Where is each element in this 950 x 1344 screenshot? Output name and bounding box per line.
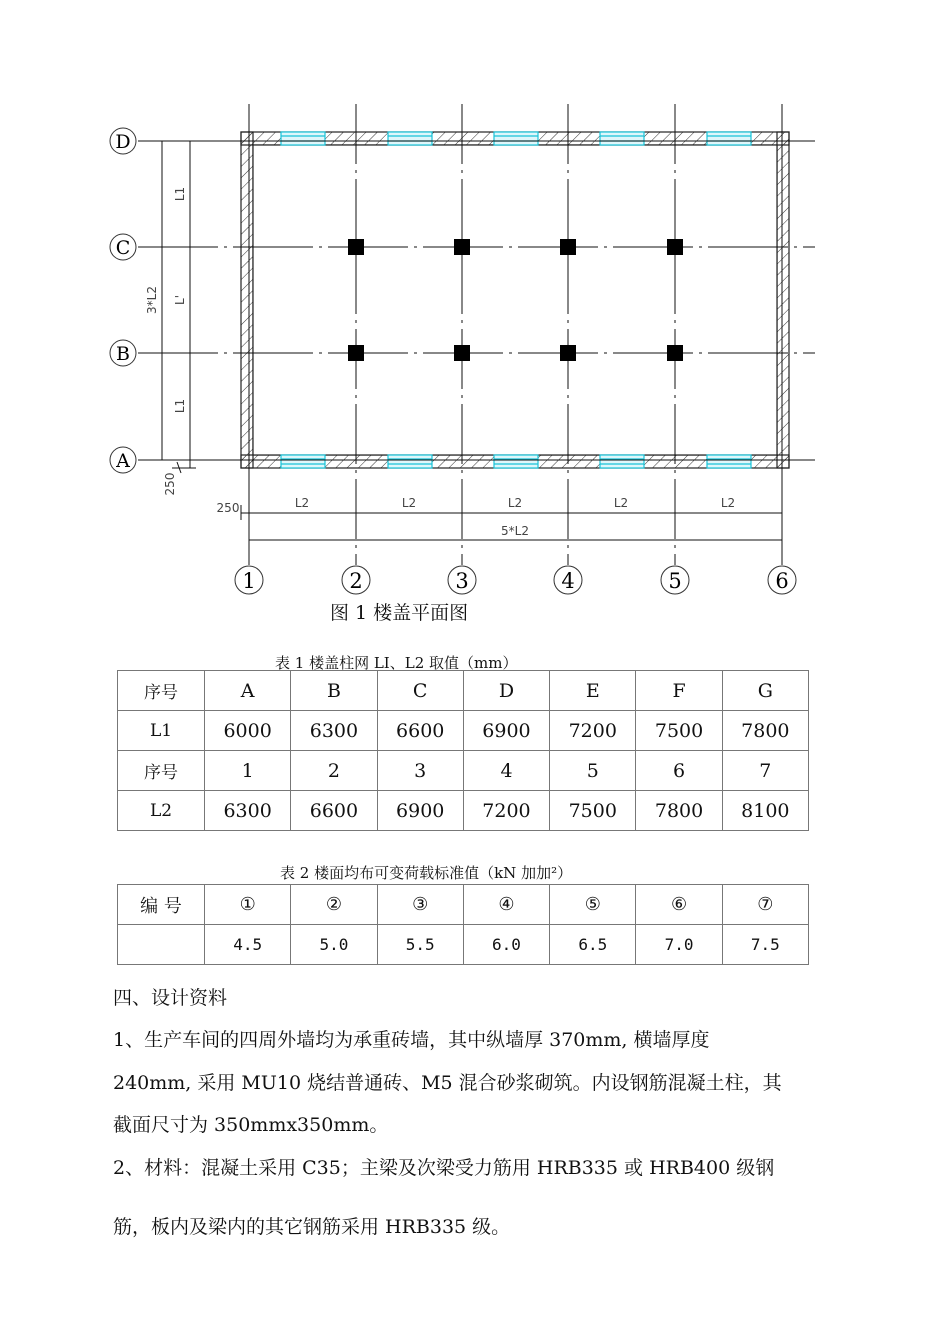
floor-plan-drawing (0, 0, 950, 600)
table2-caption: 表 2 楼面均布可变荷载标准值（kN 加加²） (280, 864, 573, 882)
dim-label-l1-bottom: L1 (173, 398, 187, 414)
dim-label-l2-2: L2 (401, 496, 417, 510)
table-cell: 5 (550, 751, 636, 791)
table-cell: 2 (291, 751, 377, 791)
table-cell: A (205, 671, 291, 711)
table-cell: C (377, 671, 463, 711)
table-cell: G (722, 671, 808, 711)
table-row (118, 925, 809, 965)
table-cell: 序号 (118, 671, 205, 711)
axis-label-5: 5 (668, 569, 682, 593)
table-cell: 6 (636, 751, 722, 791)
paragraph-line: 截面尺寸为 350mmx350mm。 (113, 1114, 389, 1136)
table-cell: 7.0 (636, 925, 722, 965)
load-value-table (117, 884, 809, 965)
table1-caption: 表 1 楼盖柱网 LI、L2 取值（mm） (275, 654, 518, 672)
table-row (118, 885, 809, 925)
table-cell: 7200 (463, 791, 549, 831)
table-cell: 8100 (722, 791, 808, 831)
table-row (118, 711, 809, 751)
dim-label-l2-3: L2 (507, 496, 523, 510)
table-cell: ⑥ (636, 885, 722, 925)
table-cell: 序号 (118, 751, 205, 791)
table-cell: 6300 (291, 711, 377, 751)
axis-label-4: 4 (561, 569, 575, 593)
dim-label-l1-top: L1 (173, 186, 187, 202)
dim-label-l2-1: L2 (294, 496, 310, 510)
table-cell: ⑤ (550, 885, 636, 925)
table-cell: ③ (377, 885, 463, 925)
table-cell: 3 (377, 751, 463, 791)
axis-label-6: 6 (775, 569, 789, 593)
table-cell: 1 (205, 751, 291, 791)
table-cell: F (636, 671, 722, 711)
table-cell: 4.5 (205, 925, 291, 965)
dim-label-l1-mid: L' (173, 295, 187, 305)
table-cell: 6.5 (550, 925, 636, 965)
axis-label-1: 1 (242, 569, 256, 593)
table-cell: ① (205, 885, 291, 925)
dim-label-left-total: 3*L2 (145, 286, 159, 314)
table-cell: 6600 (377, 711, 463, 751)
table-cell: ② (291, 885, 377, 925)
table-cell: 7200 (550, 711, 636, 751)
table-cell: 6900 (377, 791, 463, 831)
table-cell: 7800 (636, 791, 722, 831)
table-cell: ④ (463, 885, 549, 925)
column-grid-table (117, 670, 809, 831)
table-cell: L1 (118, 711, 205, 751)
table-row (118, 671, 809, 711)
column-axis-markers (235, 566, 796, 594)
table-cell: 6000 (205, 711, 291, 751)
table-cell: 4 (463, 751, 549, 791)
table-cell (118, 925, 205, 965)
table-cell: 7.5 (722, 925, 808, 965)
table-cell: D (463, 671, 549, 711)
table-cell: L2 (118, 791, 205, 831)
table-cell: E (550, 671, 636, 711)
table-cell: 7500 (636, 711, 722, 751)
figure-caption: 图 1 楼盖平面图 (330, 602, 469, 624)
table-cell: 7500 (550, 791, 636, 831)
paragraph-line: 240mm, 采用 MU10 烧结普通砖、M5 混合砂浆砌筑。内设钢筋混凝土柱，其 (113, 1072, 782, 1094)
table-row (118, 751, 809, 791)
axis-label-c: C (115, 237, 131, 259)
axis-label-d: D (115, 131, 131, 153)
section-heading: 四、设计资料 (113, 987, 228, 1009)
walls (241, 132, 789, 468)
table-cell: ⑦ (722, 885, 808, 925)
axis-label-b: B (116, 343, 130, 365)
row-axis-markers (110, 128, 136, 473)
axis-label-3: 3 (455, 569, 469, 593)
table-cell: B (291, 671, 377, 711)
dim-label-offset-horizontal: 250 (216, 501, 240, 515)
axis-label-a: A (116, 450, 130, 472)
table-cell: 6900 (463, 711, 549, 751)
dim-label-l2-5: L2 (720, 496, 736, 510)
dim-label-l2-4: L2 (613, 496, 629, 510)
table-cell: 6300 (205, 791, 291, 831)
table-row (118, 791, 809, 831)
paragraph-line: 筋，板内及梁内的其它钢筋采用 HRB335 级。 (113, 1216, 511, 1238)
table-cell: 6600 (291, 791, 377, 831)
table-cell: 5.5 (377, 925, 463, 965)
left-dimension-labels (145, 187, 187, 496)
paragraph-line: 1、生产车间的四周外墙均为承重砖墙，其中纵墙厚 370mm, 横墙厚度 (113, 1029, 710, 1051)
table-cell: 编 号 (118, 885, 205, 925)
dim-label-bottom-total: 5*L2 (501, 524, 529, 538)
dim-label-offset-vertical: 250 (163, 472, 177, 496)
table-cell: 7 (722, 751, 808, 791)
table-cell: 6.0 (463, 925, 549, 965)
table-cell: 5.0 (291, 925, 377, 965)
bottom-dimension-labels (217, 496, 736, 538)
paragraph-line: 2、材料：混凝土采用 C35；主梁及次梁受力筋用 HRB335 或 HRB400 级钢 (113, 1157, 775, 1179)
table-cell: 7800 (722, 711, 808, 751)
axis-label-2: 2 (349, 569, 363, 593)
